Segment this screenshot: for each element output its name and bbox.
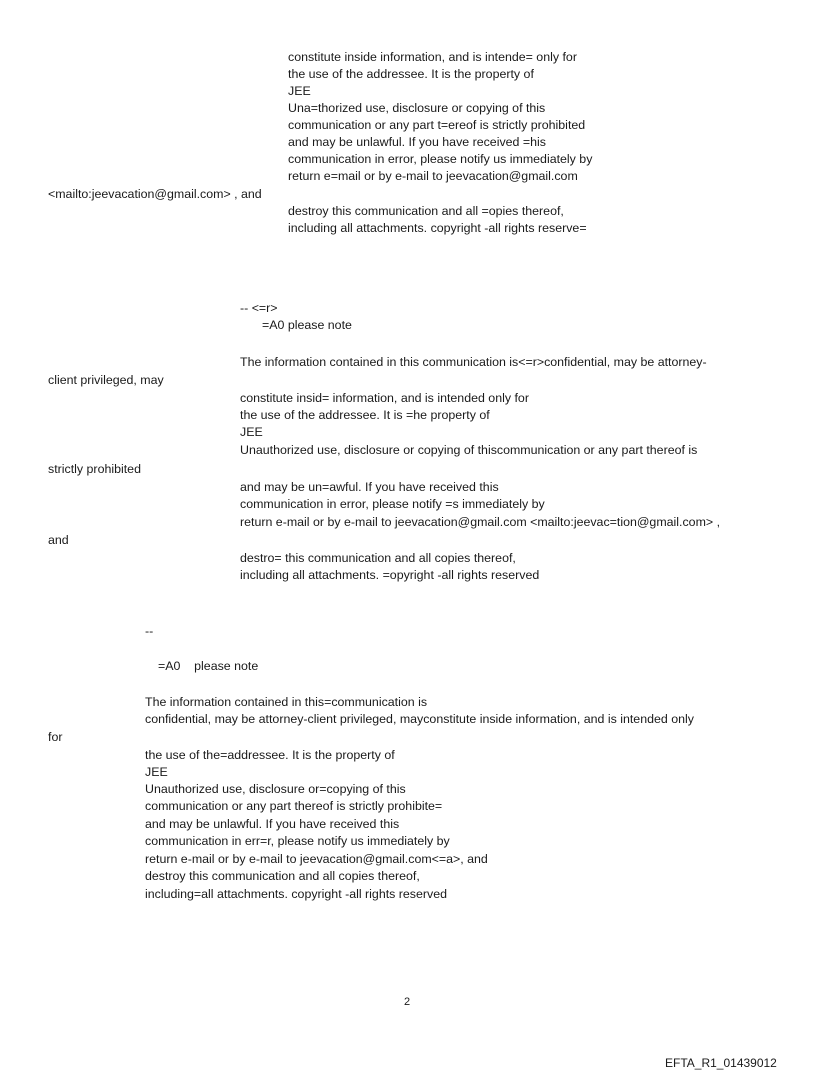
text-line: destroy this communication and all =opies thereof, — [288, 204, 564, 218]
text-line: strictly prohibited — [48, 462, 141, 476]
text-line: -- <=r> — [240, 301, 278, 315]
text-line: including all attachments. copyright -all rights reserve= — [288, 221, 587, 235]
document-id-footer: EFTA_R1_01439012 — [665, 1056, 777, 1070]
text-line: Unauthorized use, disclosure or=copying of this — [145, 782, 406, 796]
text-line: =A0 please note — [262, 318, 352, 332]
text-line: JEE — [145, 765, 168, 779]
text-line: The information contained in this communication is<=r>confidential, may be attorney- — [240, 355, 707, 369]
text-line: return e-mail or by e-mail to jeevacation@gmail.com<=a>, and — [145, 852, 488, 866]
text-line: destro= this communication and all copies thereof, — [240, 551, 516, 565]
text-line: including=all attachments. copyright -all rights reserved — [145, 887, 447, 901]
text-line: Unauthorized use, disclosure or copying of thiscommunication or any part thereof is — [240, 443, 698, 457]
text-line: JEE — [240, 425, 263, 439]
text-line: the use of the addressee. It is =he property of — [240, 408, 490, 422]
text-line: communication in error, please notify =s immediately by — [240, 497, 545, 511]
text-line: the use of the addressee. It is the property of — [288, 67, 534, 81]
text-line: for — [48, 730, 63, 744]
text-line: constitute insid= information, and is intended only for — [240, 391, 529, 405]
text-line: constitute inside information, and is intende= only for — [288, 50, 577, 64]
text-line: communication in err=r, please notify us immediately by — [145, 834, 450, 848]
text-line: and may be unlawful. If you have received =his — [288, 135, 546, 149]
text-line: return e=mail or by e-mail to jeevacation@gmail.com — [288, 169, 578, 183]
page-number: 2 — [404, 996, 411, 1008]
text-line: return e-mail or by e-mail to jeevacation@gmail.com <mailto:jeevac=tion@gmail.com> , — [240, 515, 721, 529]
text-line: Una=thorized use, disclosure or copying of this — [288, 101, 546, 115]
text-line: including all attachments. =opyright -all rights reserved — [240, 568, 540, 582]
text-line: client privileged, may — [48, 373, 164, 387]
text-line: the use of the=addressee. It is the property of — [145, 748, 395, 762]
text-line: confidential, may be attorney-client privileged, mayconstitute inside information, and is intended only — [145, 712, 694, 726]
text-line: JEE — [288, 84, 311, 98]
text-line: The information contained in this=communication is — [145, 695, 428, 709]
text-line: destroy this communication and all copies thereof, — [145, 869, 420, 883]
text-line: and may be un=awful. If you have received this — [240, 480, 499, 494]
text-line: -- — [145, 624, 154, 638]
text-line: communication or any part thereof is strictly prohibite= — [145, 799, 443, 813]
text-line: <mailto:jeevacation@gmail.com> , and — [48, 187, 262, 201]
text-line: communication in error, please notify us immediately by — [288, 152, 593, 166]
text-line: =A0 please note — [158, 659, 259, 673]
text-line: and — [48, 533, 69, 547]
text-line: communication or any part t=ereof is strictly prohibited — [288, 118, 586, 132]
text-line: and may be unlawful. If you have received this — [145, 817, 400, 831]
